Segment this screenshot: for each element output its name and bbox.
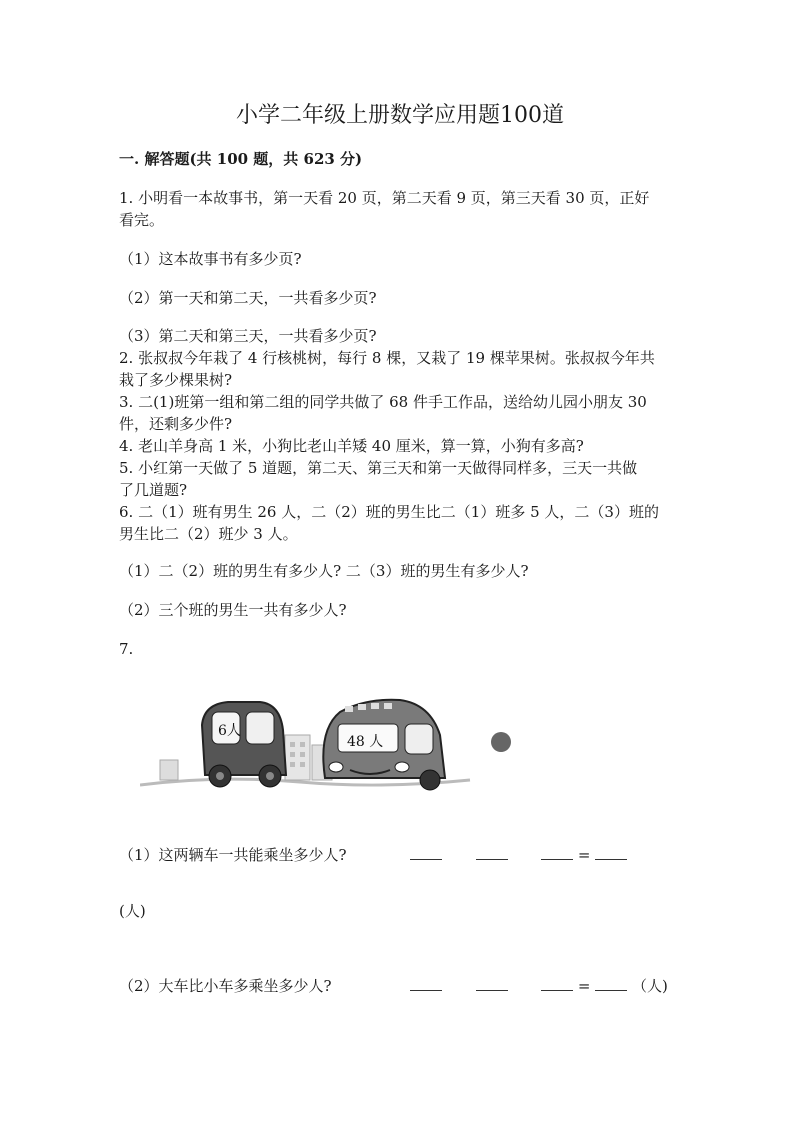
q1-line2: 看完。 bbox=[119, 211, 165, 229]
q2-line1: 2. 张叔叔今年栽了 4 行核桃树，每行 8 棵，又栽了 19 棵苹果树。张叔叔今年共 bbox=[119, 349, 655, 367]
answer-blank-5[interactable] bbox=[476, 976, 508, 991]
small-car-label: 6人 bbox=[218, 723, 241, 739]
answer-blank-6[interactable] bbox=[541, 976, 573, 991]
bus-icon bbox=[323, 700, 445, 790]
q7-sub1 bbox=[119, 844, 347, 866]
q5-line2: 了几道题? bbox=[119, 481, 188, 499]
q4-line1: 4. 老山羊身高 1 米，小狗比老山羊矮 40 厘米，算一算，小狗有多高? bbox=[119, 437, 584, 455]
q6-sub2: （2）三个班的男生一共有多少人? bbox=[119, 601, 347, 619]
q3-line2: 件，还剩多少件? bbox=[119, 415, 233, 433]
q1-sub3: （3）第二天和第三天，一共看多少页? bbox=[119, 327, 377, 345]
bus-label: 48 人 bbox=[347, 734, 384, 750]
q1-sub1: （1）这本故事书有多少页? bbox=[119, 250, 302, 268]
q6-sub1: （1）二（2）班的男生有多少人? 二（3）班的男生有多少人? bbox=[119, 562, 529, 580]
q7-sub1-equation bbox=[410, 844, 627, 866]
q1-line1: 1. 小明看一本故事书，第一天看 20 页，第二天看 9 页，第三天看 30 页，正好 bbox=[119, 189, 650, 207]
q7-number: 7. bbox=[119, 640, 134, 658]
answer-blank-2[interactable] bbox=[476, 845, 508, 860]
equals-sign: = bbox=[577, 846, 591, 864]
page-title: 小学二年级上册数学应用题100道 bbox=[236, 103, 564, 128]
answer-blank-result-2[interactable] bbox=[595, 976, 627, 991]
vehicles-illustration bbox=[140, 690, 540, 800]
q7-sub2-equation bbox=[410, 975, 668, 997]
answer-blank-4[interactable] bbox=[410, 976, 442, 991]
q7-sub2-unit: （人) bbox=[632, 977, 668, 995]
q3-line1: 3. 二(1)班第一组和第二组的同学共做了 68 件手工作品，送给幼儿园小朋友 30 bbox=[119, 393, 647, 411]
q7-sub2-text: （2）大车比小车多乘坐多少人? bbox=[119, 977, 332, 995]
ball-icon bbox=[491, 732, 511, 752]
section-header: 一. 解答题(共 100 题，共 623 分) bbox=[119, 150, 363, 168]
q7-sub1-text: （1）这两辆车一共能乘坐多少人? bbox=[119, 846, 347, 864]
q2-line2: 栽了多少棵果树? bbox=[119, 371, 233, 389]
answer-blank-result[interactable] bbox=[595, 845, 627, 860]
q5-line1: 5. 小红第一天做了 5 道题，第二天、第三天和第一天做得同样多，三天一共做 bbox=[119, 459, 638, 477]
answer-blank-1[interactable] bbox=[410, 845, 442, 860]
equals-sign-2: = bbox=[577, 977, 591, 995]
q7-sub2 bbox=[119, 975, 332, 997]
small-car-icon bbox=[202, 702, 286, 787]
q7-sub1-unit: (人) bbox=[119, 902, 146, 920]
q6-line1: 6. 二（1）班有男生 26 人，二（2）班的男生比二（1）班多 5 人，二（3）班的 bbox=[119, 503, 659, 521]
answer-blank-3[interactable] bbox=[541, 845, 573, 860]
q6-line2: 男生比二（2）班少 3 人。 bbox=[119, 525, 298, 543]
q1-sub2: （2）第一天和第二天，一共看多少页? bbox=[119, 289, 377, 307]
